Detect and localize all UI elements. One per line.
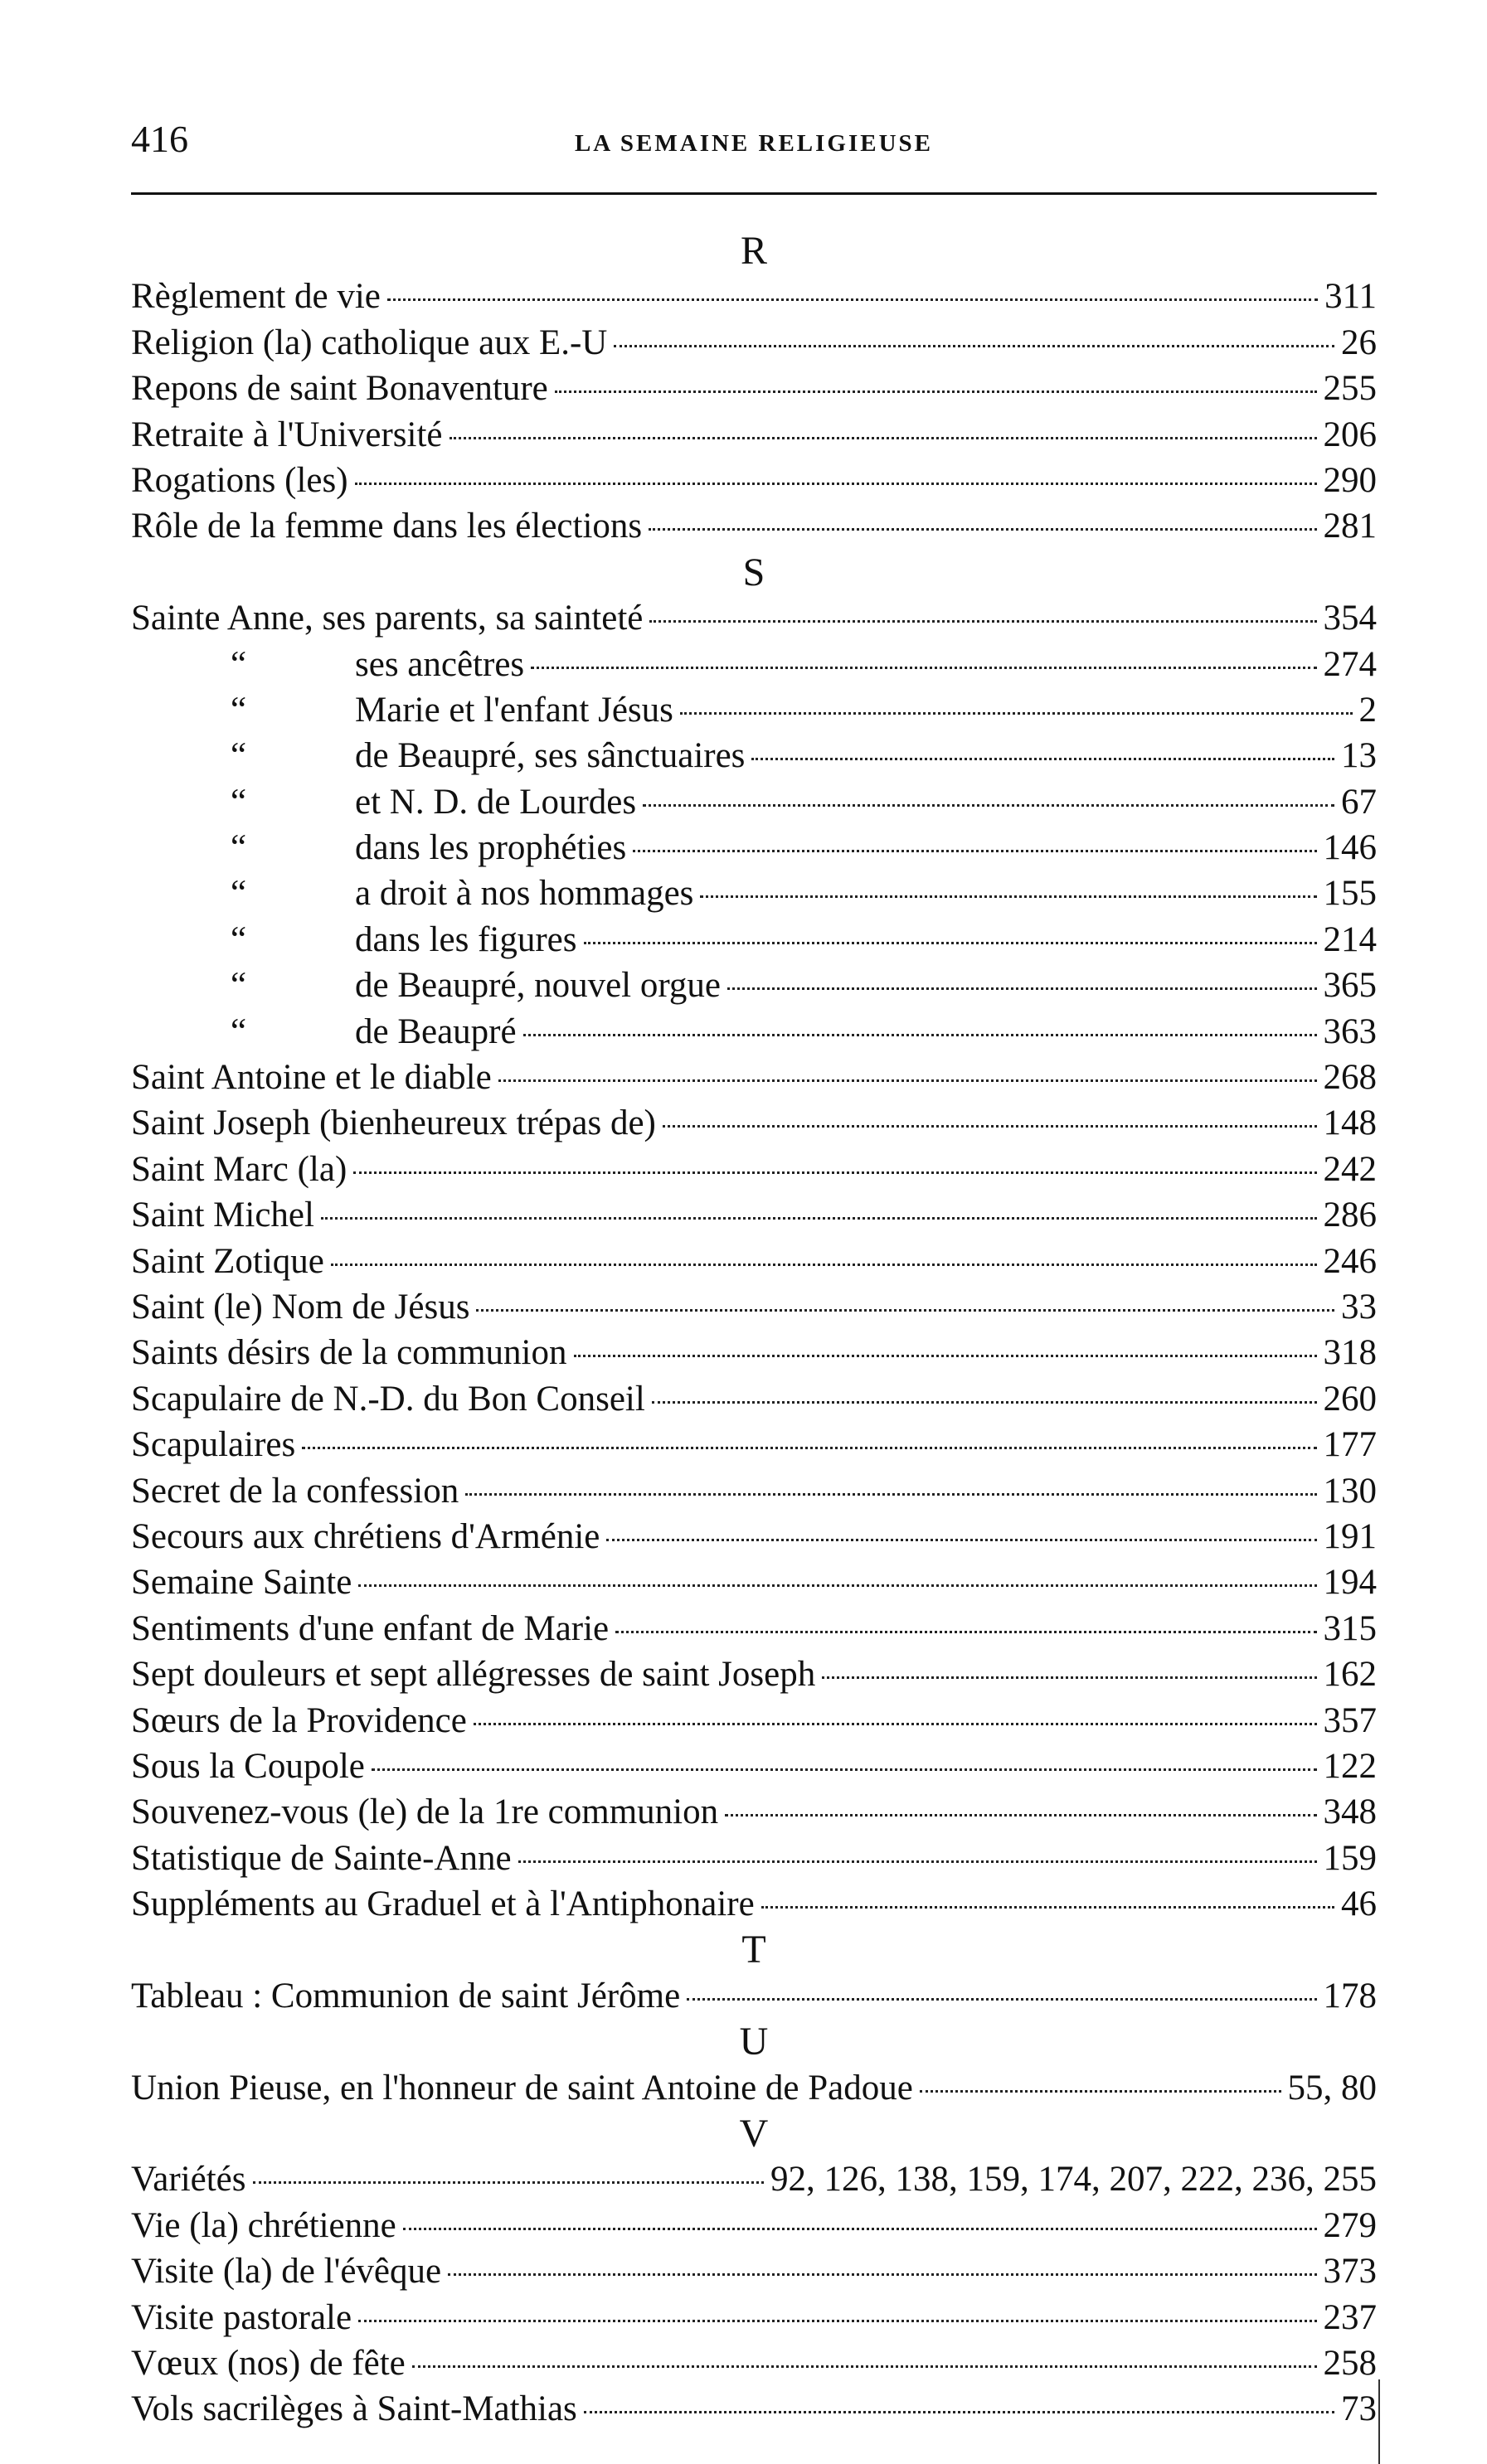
entry-label: Règlement de vie <box>131 277 381 317</box>
entry-label: Saint Joseph (bienheureux trépas de) <box>131 1103 656 1143</box>
ditto-mark: “ <box>231 919 247 959</box>
entry-label: Secours aux chrétiens d'Arménie <box>131 1516 600 1556</box>
entry-label: Semaine Sainte <box>131 1563 352 1603</box>
entry-label: Sous la Coupole <box>131 1746 365 1786</box>
page-reference: 357 <box>1323 1700 1377 1740</box>
entry-subtitle: de Beaupré <box>355 1011 517 1051</box>
page-reference: 191 <box>1323 1516 1377 1556</box>
page-reference: 268 <box>1323 1058 1377 1098</box>
dot-leader <box>614 345 1334 347</box>
dot-leader <box>387 298 1318 301</box>
dot-leader <box>687 1998 1316 2001</box>
dot-leader <box>353 1171 1316 1174</box>
index-entry <box>131 1376 1377 1422</box>
dot-leader <box>531 667 1316 669</box>
dot-leader <box>331 1264 1317 1266</box>
dot-leader <box>321 1217 1317 1220</box>
page-reference: 178 <box>1323 1976 1377 2015</box>
section-letter: V <box>739 2112 769 2156</box>
dot-leader <box>358 2320 1316 2322</box>
page-reference: 26 <box>1341 323 1377 362</box>
dot-leader <box>649 620 1316 623</box>
ditto-mark: “ <box>231 874 247 914</box>
entry-label <box>131 687 673 733</box>
entry-label: Sept douleurs et sept allégresses de saint Joseph <box>131 1655 816 1695</box>
dot-leader <box>584 2411 1334 2413</box>
entry-label: Saint Antoine et le diable <box>131 1058 492 1098</box>
page-reference: 162 <box>1323 1655 1377 1695</box>
page-reference: 237 <box>1323 2297 1377 2337</box>
index-entry <box>131 366 1377 411</box>
index-entry <box>131 1009 1377 1055</box>
page-reference: 130 <box>1323 1471 1377 1511</box>
entry-label: Visite pastorale <box>131 2297 352 2337</box>
index-entry <box>131 1239 1377 1284</box>
index-entry <box>131 733 1377 778</box>
dot-leader <box>498 1079 1317 1082</box>
index-entry <box>131 1744 1377 1789</box>
index-entry <box>131 1789 1377 1835</box>
index-entry <box>131 1836 1377 1881</box>
index-entry <box>131 274 1377 319</box>
entry-label <box>131 1009 517 1055</box>
entry-label: Saint Michel <box>131 1196 314 1235</box>
running-title: LA SEMAINE RELIGIEUSE <box>574 130 934 157</box>
page-reference: 373 <box>1323 2252 1377 2292</box>
dot-leader <box>633 850 1316 852</box>
index-entry <box>131 1055 1377 1100</box>
dot-leader <box>450 437 1317 439</box>
index-entry <box>131 687 1377 733</box>
page-reference: 148 <box>1323 1103 1377 1143</box>
index-entry <box>131 1192 1377 1238</box>
dot-leader <box>574 1355 1317 1357</box>
index-entry <box>131 2386 1377 2432</box>
entry-label: Saint Marc (la) <box>131 1149 347 1189</box>
entry-subtitle: dans les prophéties <box>355 828 627 868</box>
entry-label: Retraite à l'Université <box>131 415 443 454</box>
dot-leader <box>358 1584 1316 1587</box>
page-reference: 73 <box>1341 2389 1377 2429</box>
page-reference: 260 <box>1323 1379 1377 1419</box>
dot-leader <box>822 1676 1316 1679</box>
dot-leader <box>700 895 1316 898</box>
page-reference: 2 <box>1358 690 1377 730</box>
entry-subtitle: de Beaupré, ses sânctuaires <box>355 736 746 776</box>
entry-label <box>131 917 577 963</box>
index-entry <box>131 1284 1377 1330</box>
entry-subtitle: de Beaupré, nouvel orgue <box>355 966 722 1006</box>
dot-leader <box>518 1860 1317 1863</box>
dot-leader <box>652 1401 1317 1404</box>
entry-label: Scapulaires <box>131 1425 296 1465</box>
entry-label <box>131 871 693 916</box>
page-reference: 246 <box>1323 1241 1377 1281</box>
entry-label <box>131 825 626 871</box>
dot-leader <box>403 2228 1317 2230</box>
alphabetical-index <box>131 228 1377 2432</box>
entry-label: Saints désirs de la communion <box>131 1333 567 1373</box>
dot-leader <box>751 758 1334 760</box>
dot-leader <box>555 390 1317 393</box>
index-entry <box>131 825 1377 871</box>
page-reference: 281 <box>1323 507 1377 546</box>
entry-label: Saint Zotique <box>131 1241 324 1281</box>
index-entry <box>131 1147 1377 1192</box>
index-entry <box>131 1559 1377 1605</box>
dot-leader <box>523 1034 1317 1036</box>
page-reference: 255 <box>1323 369 1377 409</box>
dot-leader <box>643 804 1334 807</box>
entry-label: Rogations (les) <box>131 460 348 500</box>
page-reference: 363 <box>1323 1011 1377 1051</box>
index-entry <box>131 2248 1377 2294</box>
margin-line <box>1378 2379 1380 2464</box>
page-reference: 315 <box>1323 1608 1377 1648</box>
ditto-mark: “ <box>231 828 247 868</box>
section-letter: S <box>742 550 765 594</box>
index-entry <box>131 412 1377 458</box>
section-letter: U <box>739 2020 769 2064</box>
ditto-mark: “ <box>231 690 247 730</box>
dot-leader <box>465 1493 1316 1496</box>
entry-label: Secret de la confession <box>131 1471 459 1511</box>
entry-subtitle: et N. D. de Lourdes <box>355 782 637 822</box>
dot-leader <box>649 528 1316 531</box>
page-reference: 67 <box>1341 782 1377 822</box>
dot-leader <box>725 1814 1316 1816</box>
page-reference: 122 <box>1323 1746 1377 1786</box>
dot-leader <box>474 1723 1317 1725</box>
page-reference: 214 <box>1323 919 1377 959</box>
index-entry <box>131 779 1377 825</box>
dot-leader <box>476 1309 1334 1312</box>
page-number: 416 <box>131 118 188 160</box>
index-entry <box>131 595 1377 641</box>
index-entry <box>131 2156 1377 2202</box>
dot-leader <box>615 1631 1316 1633</box>
page-reference: 33 <box>1341 1287 1377 1327</box>
entry-label: Sentiments d'une enfant de Marie <box>131 1608 610 1648</box>
page-reference: 348 <box>1323 1792 1377 1832</box>
page-reference: 13 <box>1341 736 1377 776</box>
index-entry <box>131 1606 1377 1652</box>
dot-leader <box>448 2273 1316 2276</box>
section-letter: R <box>740 229 767 273</box>
entry-label: Scapulaire de N.-D. du Bon Conseil <box>131 1379 645 1419</box>
index-entry <box>131 2295 1377 2340</box>
page-reference: 318 <box>1323 1333 1377 1373</box>
index-entry <box>131 1100 1377 1146</box>
entry-label: Tableau : Communion de saint Jérôme <box>131 1976 681 2015</box>
entry-label <box>131 642 524 687</box>
entry-label: Suppléments au Graduel et à l'Antiphonaire <box>131 1884 755 1924</box>
entry-label: Repons de saint Bonaventure <box>131 369 548 409</box>
index-entry <box>131 1698 1377 1744</box>
ditto-mark: “ <box>231 782 247 822</box>
entry-label: Vœux (nos) de fête <box>131 2343 406 2383</box>
page-reference: 242 <box>1323 1149 1377 1189</box>
header-rule <box>131 192 1377 195</box>
entry-label: Sœurs de la Providence <box>131 1700 467 1740</box>
page-reference: 92, 126, 138, 159, 174, 207, 222, 236, 255 <box>770 2160 1377 2200</box>
index-entry <box>131 1422 1377 1467</box>
entry-label <box>131 963 721 1008</box>
index-entry <box>131 2203 1377 2248</box>
ditto-mark: “ <box>231 644 247 684</box>
entry-label: Saint (le) Nom de Jésus <box>131 1287 470 1327</box>
dot-leader <box>606 1539 1316 1541</box>
index-entry <box>131 871 1377 916</box>
page-reference: 206 <box>1323 415 1377 454</box>
entry-subtitle: a droit à nos hommages <box>355 874 694 914</box>
entry-subtitle: ses ancêtres <box>355 644 525 684</box>
page-reference: 177 <box>1323 1425 1377 1465</box>
index-entry <box>131 1973 1377 2019</box>
entry-label: Union Pieuse, en l'honneur de saint Antoine de Padoue <box>131 2068 913 2107</box>
entry-label: Visite (la) de l'évêque <box>131 2252 442 2292</box>
entry-subtitle: dans les figures <box>355 919 577 959</box>
index-entry <box>131 642 1377 687</box>
page-reference: 258 <box>1323 2343 1377 2383</box>
dot-leader <box>302 1447 1316 1449</box>
index-entry <box>131 1468 1377 1514</box>
dot-leader <box>412 2365 1317 2368</box>
index-entry <box>131 458 1377 503</box>
dot-leader <box>761 1906 1334 1909</box>
section-letter: T <box>741 1928 766 1972</box>
entry-label: Rôle de la femme dans les élections <box>131 507 643 546</box>
entry-label: Vie (la) chrétienne <box>131 2205 396 2245</box>
page-reference: 194 <box>1323 1563 1377 1603</box>
entry-label: Religion (la) catholique aux E.-U <box>131 323 608 362</box>
dot-leader <box>663 1125 1317 1128</box>
index-entry <box>131 2065 1377 2111</box>
page-reference: 286 <box>1323 1196 1377 1235</box>
entry-label: Souvenez-vous (le) de la 1re communion <box>131 1792 719 1832</box>
entry-label <box>131 779 636 825</box>
index-entry <box>131 2340 1377 2386</box>
entry-label: Variétés <box>131 2160 246 2200</box>
dot-leader <box>680 712 1353 715</box>
dot-leader <box>920 2090 1281 2093</box>
dot-leader <box>372 1768 1317 1771</box>
entry-label: Statistique de Sainte-Anne <box>131 1838 512 1878</box>
ditto-mark: “ <box>231 1011 247 1051</box>
page-reference: 55, 80 <box>1287 2068 1377 2107</box>
index-entry <box>131 963 1377 1008</box>
page-reference: 46 <box>1341 1884 1377 1924</box>
entry-label <box>131 733 745 778</box>
index-entry <box>131 917 1377 963</box>
dot-leader <box>355 483 1317 485</box>
index-entry <box>131 1652 1377 1697</box>
page-reference: 155 <box>1323 874 1377 914</box>
page-reference: 146 <box>1323 828 1377 868</box>
page-reference: 365 <box>1323 966 1377 1006</box>
ditto-mark: “ <box>231 736 247 776</box>
page-reference: 354 <box>1323 599 1377 638</box>
page-reference: 274 <box>1323 644 1377 684</box>
entry-label: Vols sacrilèges à Saint-Mathias <box>131 2389 577 2429</box>
index-entry <box>131 1881 1377 1927</box>
dot-leader <box>253 2181 765 2184</box>
index-entry <box>131 503 1377 549</box>
entry-label: Sainte Anne, ses parents, sa sainteté <box>131 599 644 638</box>
dot-leader <box>727 987 1316 990</box>
page-reference: 159 <box>1323 1838 1377 1878</box>
entry-subtitle: Marie et l'enfant Jésus <box>355 690 673 730</box>
index-entry <box>131 1514 1377 1559</box>
dot-leader <box>584 942 1317 944</box>
page-header <box>131 114 1377 172</box>
page-reference: 311 <box>1324 277 1377 317</box>
index-entry <box>131 1330 1377 1375</box>
index-entry <box>131 320 1377 366</box>
page-reference: 290 <box>1323 460 1377 500</box>
ditto-mark: “ <box>231 966 247 1006</box>
page-reference: 279 <box>1323 2205 1377 2245</box>
